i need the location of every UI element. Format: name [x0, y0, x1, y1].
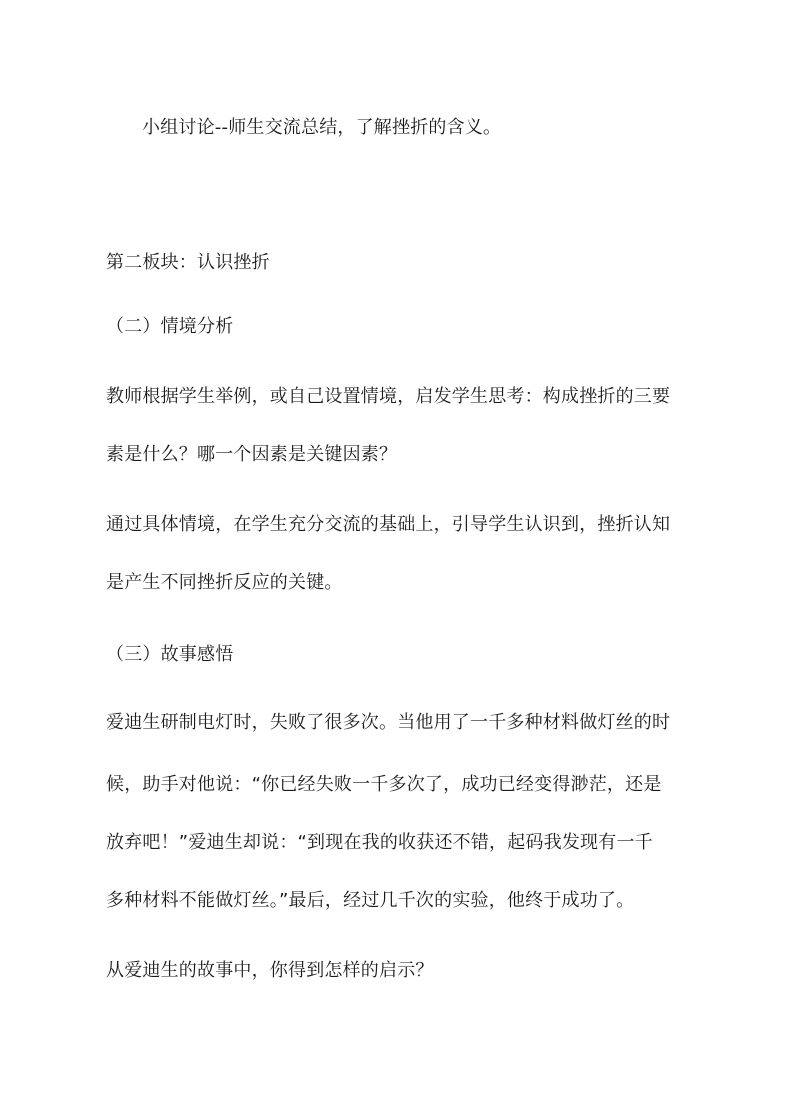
story-line: 放弃吧！”爱迪生却说：“到现在我的收获还不错，起码我发现有一千 — [106, 832, 653, 853]
paragraph-line: 是产生不同挫折反应的关键。 — [106, 572, 343, 593]
story-line: 爱迪生研制电灯时，失败了很多次。当他用了一千多种材料做灯丝的时 — [106, 712, 671, 733]
subsection-heading-situation-analysis: （二）情境分析 — [106, 316, 234, 337]
story-line: 候，助手对他说：“你已经失败一千多次了，成功已经变得渺茫，还是 — [106, 774, 662, 795]
paragraph-line: 教师根据学生举例，或自己设置情境，启发学生思考：构成挫折的三要 — [106, 386, 671, 407]
section-heading: 第二板块：认识挫折 — [106, 252, 270, 273]
intro-line: 小组讨论--师生交流总结，了解挫折的含义。 — [142, 117, 502, 138]
subsection-heading-story: （三）故事感悟 — [106, 644, 234, 665]
paragraph-line: 素是什么？哪一个因素是关键因素？ — [106, 444, 398, 465]
story-line: 多种材料不能做灯丝。”最后，经过几千次的实验，他终于成功了。 — [106, 890, 635, 911]
paragraph-line: 通过具体情境，在学生充分交流的基础上，引导学生认识到，挫折认知 — [106, 514, 671, 535]
question-line: 从爱迪生的故事中，你得到怎样的启示？ — [106, 960, 434, 981]
